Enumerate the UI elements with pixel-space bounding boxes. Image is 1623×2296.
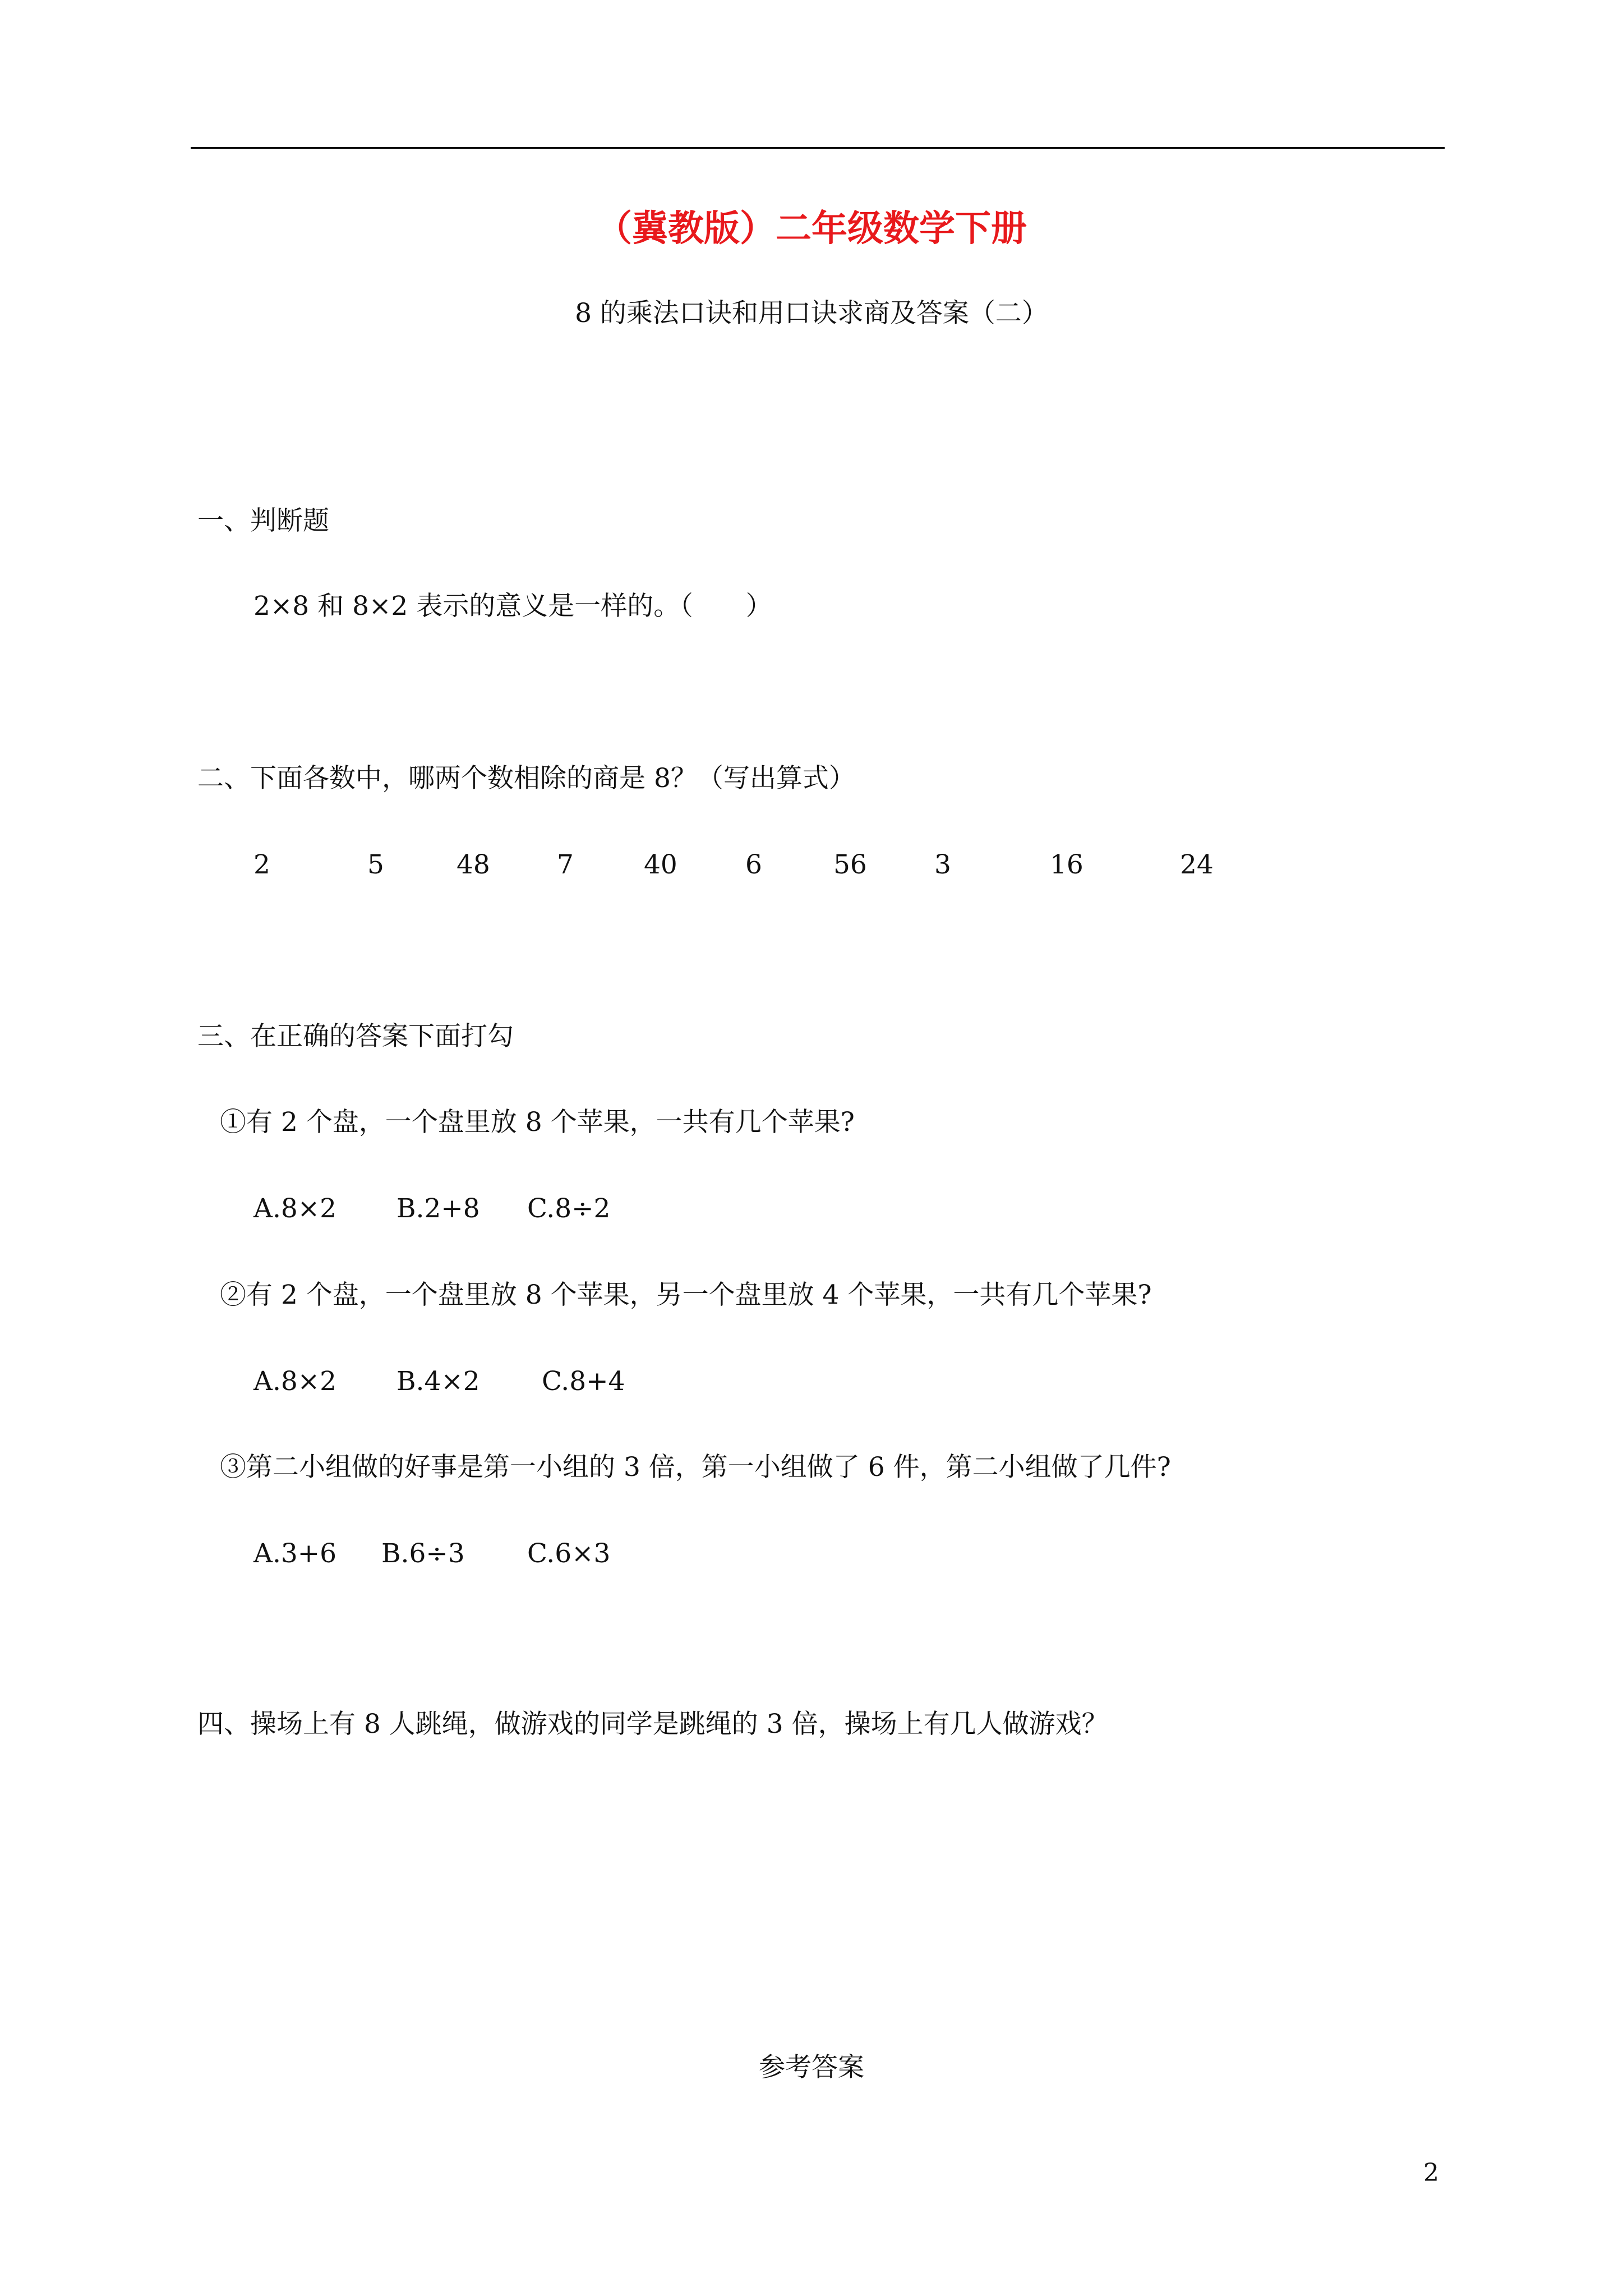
number-item: 40: [644, 849, 677, 880]
number-item: 48: [457, 849, 490, 880]
question-1: ①有 2 个盘，一个盘里放 8 个苹果，一共有几个苹果?: [220, 1107, 855, 1138]
header-rule: [191, 147, 1445, 149]
question-2-option-a: A.8×2: [253, 1366, 337, 1397]
page-number: 2: [1423, 2159, 1439, 2187]
section2-heading: 二、下面各数中，哪两个数相除的商是 8？（写出算式）: [197, 763, 855, 794]
question-2-option-b: B.4×2: [396, 1366, 480, 1397]
number-item: 56: [833, 849, 867, 880]
number-item: 3: [934, 849, 951, 880]
question-3-option-b: B.6÷3: [381, 1538, 465, 1569]
number-item: 7: [557, 849, 574, 880]
document-subtitle: 8 的乘法口诀和用口诀求商及答案（二）: [575, 298, 1048, 329]
section1-statement: 2×8 和 8×2 表示的意义是一样的。（ ）: [253, 591, 772, 622]
section4-question: 四、操场上有 8 人跳绳，做游戏的同学是跳绳的 3 倍，操场上有几人做游戏？: [197, 1709, 1108, 1740]
question-2: ②有 2 个盘，一个盘里放 8 个苹果，另一个盘里放 4 个苹果，一共有几个苹果?: [220, 1280, 1152, 1310]
section3-heading: 三、在正确的答案下面打勾: [197, 1021, 514, 1052]
question-3-option-c: C.6×3: [527, 1538, 611, 1569]
number-item: 2: [253, 849, 270, 880]
question-3: ③第二小组做的好事是第一小组的 3 倍，第一小组做了 6 件，第二小组做了几件?: [220, 1452, 1171, 1483]
number-item: 5: [367, 849, 384, 880]
section1-heading: 一、判断题: [197, 505, 329, 536]
question-1-option-b: B.2+8: [396, 1193, 480, 1224]
question-1-option-c: C.8÷2: [527, 1193, 611, 1224]
answers-heading: 参考答案: [759, 2052, 864, 2083]
question-3-option-a: A.3+6: [253, 1538, 337, 1569]
number-item: 6: [745, 849, 762, 880]
question-1-option-a: A.8×2: [253, 1193, 337, 1224]
question-2-option-c: C.8+4: [542, 1366, 625, 1397]
number-item: 16: [1050, 849, 1083, 880]
number-item: 24: [1180, 849, 1214, 880]
document-title: （冀教版）二年级数学下册: [596, 208, 1027, 250]
